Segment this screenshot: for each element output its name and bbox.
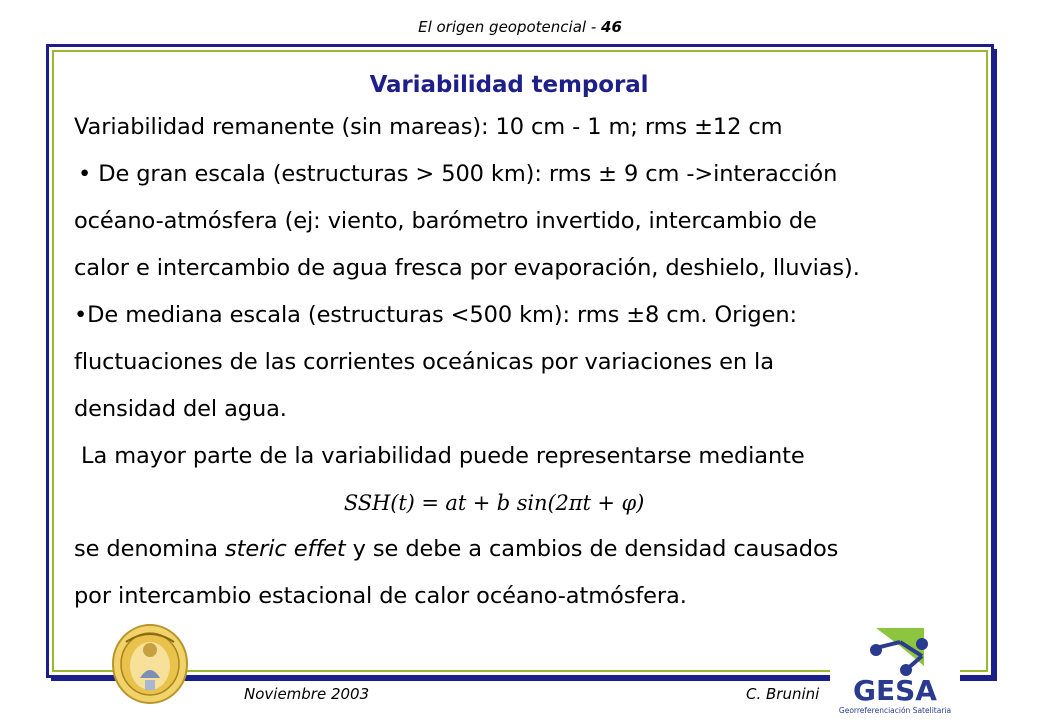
seal-icon <box>110 622 190 706</box>
closing-pre: se denomina <box>74 536 226 562</box>
gesa-network-icon <box>830 620 960 716</box>
page-number: 46 <box>601 18 622 36</box>
text-line-2: • De gran escala (estructuras > 500 km): rms ± 9 cm ->interacción <box>78 161 838 187</box>
text-line-8: La mayor parte de la variabilidad puede representarse mediante <box>74 443 805 469</box>
closing-line-2: por intercambio estacional de calor océano-atmósfera. <box>74 583 687 609</box>
text-line-6: fluctuaciones de las corrientes oceánicas por variaciones en la <box>74 349 774 375</box>
text-line-7: densidad del agua. <box>74 396 287 422</box>
gesa-logo <box>830 620 960 716</box>
closing-post: y se debe a cambios de densidad causados <box>345 536 839 562</box>
footer-date: Noviembre 2003 <box>244 685 370 703</box>
text-line-4: calor e intercambio de agua fresca por evaporación, deshielo, lluvias). <box>74 255 860 281</box>
text-line-1: Variabilidad remanente (sin mareas): 10 cm - 1 m; rms ±12 cm <box>74 114 783 140</box>
header-title: El origen geopotencial - <box>418 18 597 36</box>
slide-title: Variabilidad temporal <box>369 72 649 98</box>
text-line-3: océano-atmósfera (ej: viento, barómetro invertido, intercambio de <box>74 208 817 234</box>
footer-author: C. Brunini <box>746 685 820 703</box>
steric-effect-term: steric effet <box>225 536 346 562</box>
text-line-5: •De mediana escala (estructuras <500 km): rms ±8 cm. Origen: <box>74 302 797 328</box>
gesa-wordmark: GESA <box>853 674 937 707</box>
gesa-tagline: Georreferenciación Satelitaria <box>838 706 952 715</box>
ssh-formula: SSH(t) = at + b sin(2πt + φ) <box>343 491 645 515</box>
slide-content <box>74 66 974 620</box>
closing-line-1 <box>74 526 974 573</box>
slide-header <box>0 18 1040 36</box>
university-seal-logo <box>110 622 190 706</box>
